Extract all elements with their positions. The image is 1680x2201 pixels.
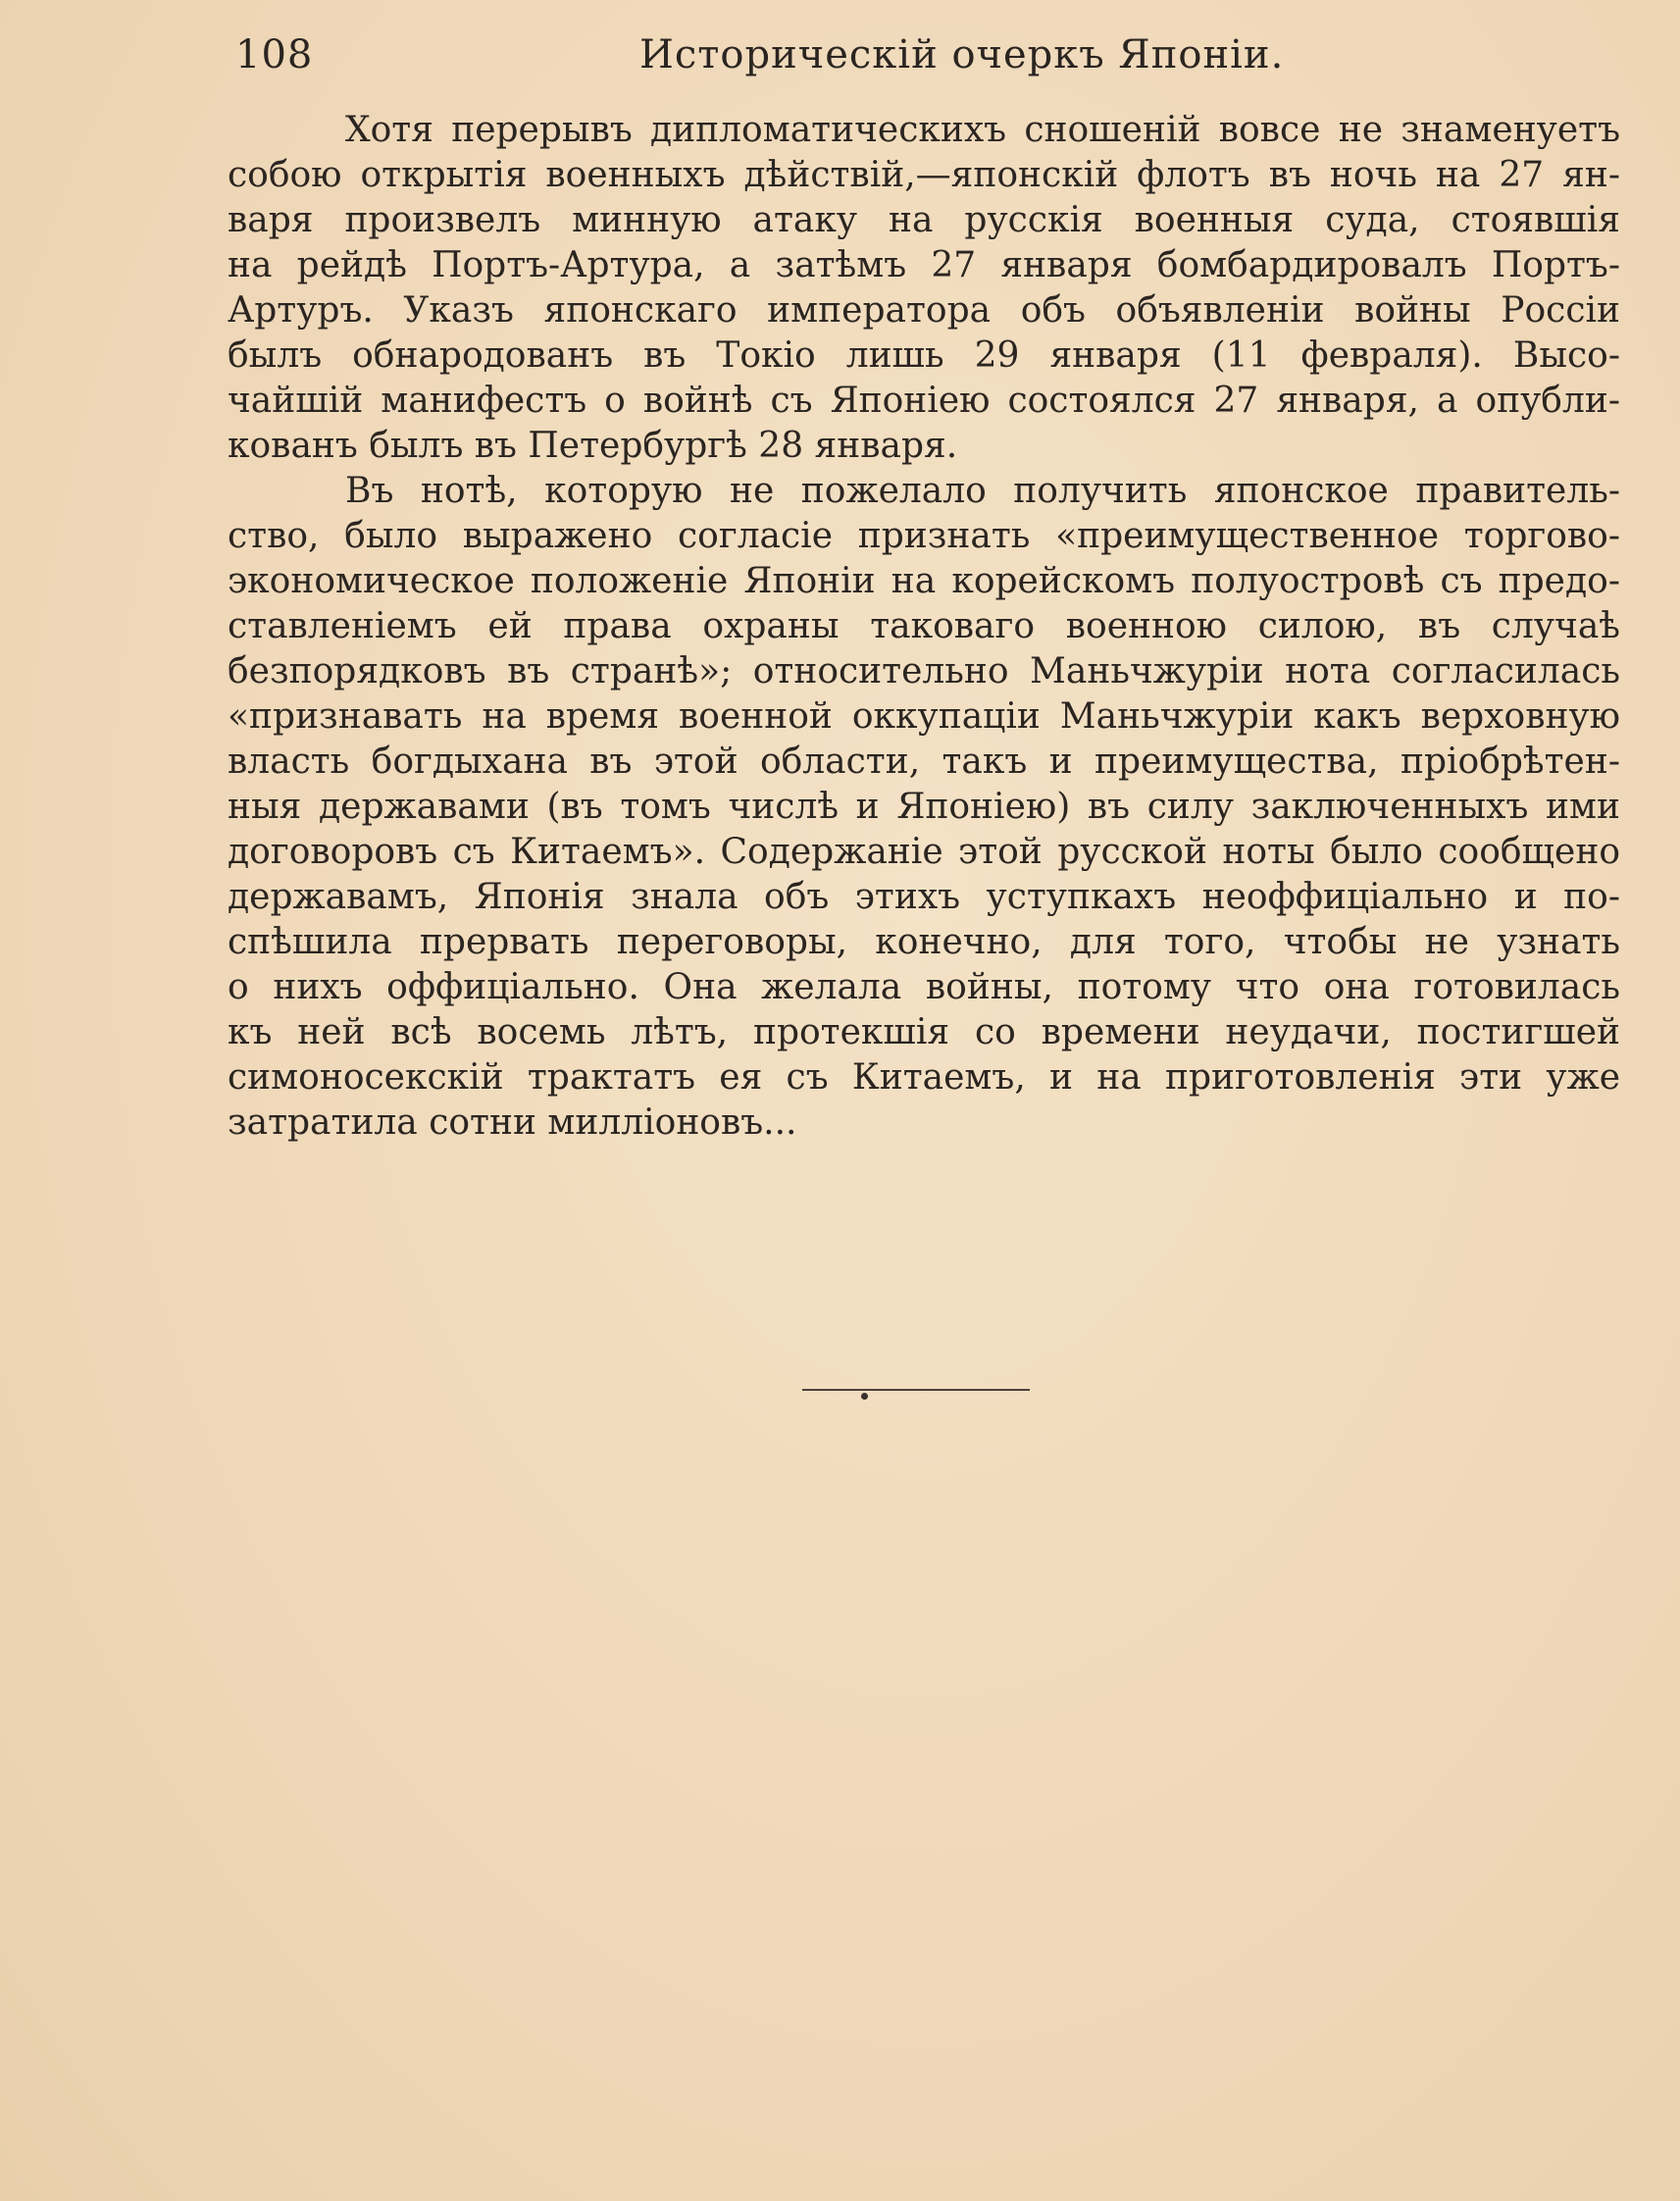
text-line: затратила сотни милліоновъ...: [228, 1102, 797, 1143]
text-line: экономическое положеніе Японіи на корейскомъ полуостровѣ съ предо-: [228, 561, 1620, 601]
text-line: Артуръ. Указъ японскаго императора объ объявленіи войны Россіи: [228, 290, 1620, 331]
text-line: державамъ, Японія знала объ этихъ уступкахъ неоффиціально и по-: [228, 877, 1620, 917]
paragraph: [228, 108, 1620, 469]
page-number: 108: [235, 32, 314, 77]
end-ornament-dot: [861, 1393, 868, 1400]
text-line: варя произвелъ минную атаку на русскія военныя суда, стоявшія: [228, 200, 1620, 240]
running-title: Историческій очеркъ Японіи.: [639, 32, 1285, 77]
text-line: о нихъ оффиціально. Она желала войны, потому что она готовилась: [228, 967, 1620, 1007]
end-rule-divider: [802, 1389, 1030, 1391]
text-line: Хотя перерывъ дипломатическихъ сношеній вовсе не знаменуетъ: [345, 110, 1620, 150]
text-line: собою открытія военныхъ дѣйствій,—японскій флотъ въ ночь на 27 ян-: [228, 155, 1620, 195]
text-line: Въ нотѣ, которую не пожелало получить японское правитель-: [345, 471, 1620, 511]
text-line: ство, было выражено согласіе признать «преимущественное торгово-: [228, 516, 1620, 556]
body-text: [228, 108, 1620, 1146]
text-line: договоровъ съ Китаемъ». Содержаніе этой русской ноты было сообщено: [228, 832, 1620, 872]
text-line: чайшій манифестъ о войнѣ съ Японіею состоялся 27 января, а опубли-: [228, 381, 1620, 421]
text-line: «признавать на время военной оккупаціи Маньчжуріи какъ верховную: [228, 696, 1620, 737]
running-head: [228, 27, 1620, 82]
text-line: спѣшила прервать переговоры, конечно, для того, чтобы не узнать: [228, 922, 1620, 962]
text-line: власть богдыхана въ этой области, такъ и преимущества, пріобрѣтен-: [228, 742, 1620, 782]
text-line: на рейдѣ Портъ-Артура, а затѣмъ 27 января бомбардировалъ Портъ-: [228, 245, 1620, 285]
text-line: кованъ былъ въ Петербургѣ 28 января.: [228, 426, 958, 466]
text-line: ныя державами (въ томъ числѣ и Японіею) въ силу заключенныхъ ими: [228, 787, 1620, 827]
text-line: былъ обнародованъ въ Токіо лишь 29 января (11 февраля). Высо-: [228, 335, 1620, 376]
text-line: ставленіемъ ей права охраны таковаго военною силою, въ случаѣ: [228, 606, 1620, 646]
paragraph: [228, 469, 1620, 1146]
text-line: безпорядковъ въ странѣ»; относительно Маньчжуріи нота согласилась: [228, 651, 1620, 691]
text-line: симоносекскій трактатъ ея съ Китаемъ, и на приготовленія эти уже: [228, 1057, 1620, 1098]
text-line: къ ней всѣ восемь лѣтъ, протекшія со времени неудачи, постигшей: [228, 1012, 1620, 1052]
